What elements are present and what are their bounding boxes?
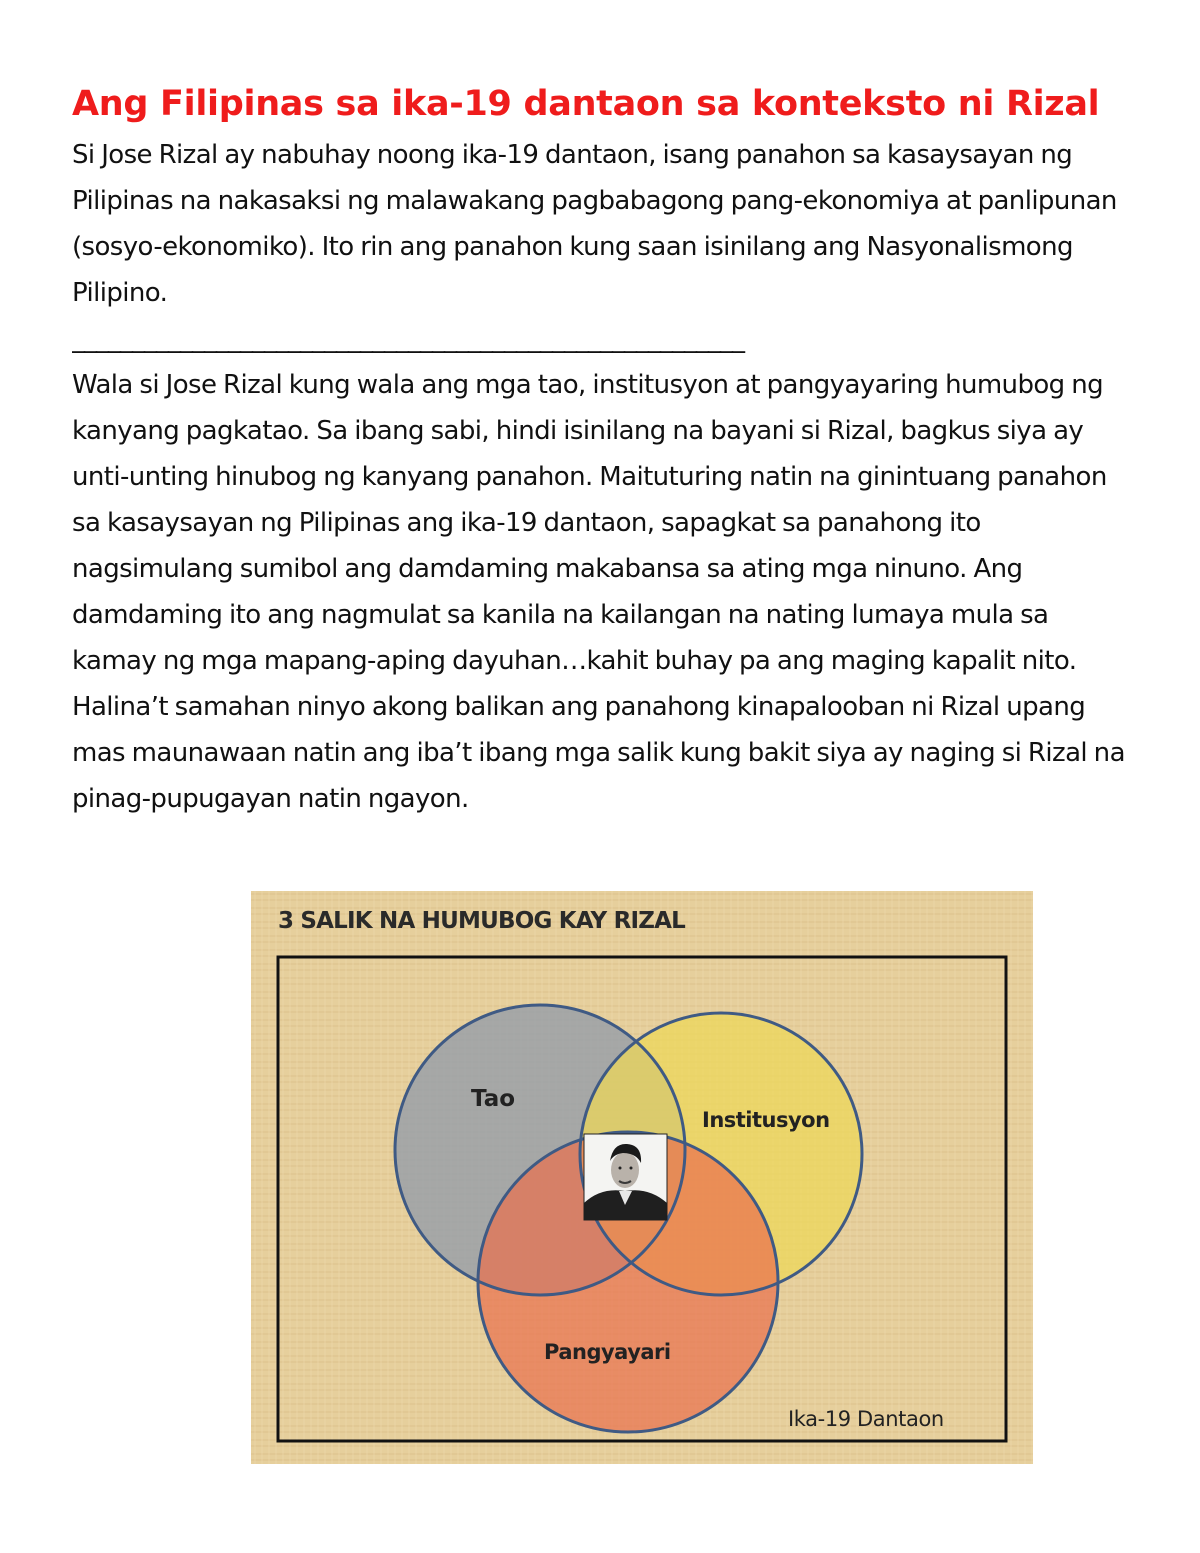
- body-paragraph: Wala si Jose Rizal kung wala ang mga tao, institusyon at pangyayaring humubog ng kanyang pagkatao. Sa ibang sabi, hindi isinilang na bayani si Rizal, bagkus siya ay unti-unting hinubog ng kanyang panahon. Maituturing natin na ginintuang panahon sa kasaysayan ng Pilipinas ang ika-19 dantaon, sapagkat sa panahong ito nagsimulang sumibol ang damdaming makabansa sa ating mga ninuno. Ang damdaming ito ang nagmulat sa kanila na kailangan na nating lumaya mula sa kamay ng mga mapang-aping dayuhan…kahit buhay pa ang maging kapalit nito. Halina’t samahan ninyo akong balikan ang panahong kinapalooban ni Rizal upang mas maunawaan natin ang iba’t ibang mga salik kung bakit siya ay naging si Rizal na pinag-pupugayan natin ngayon.: [72, 370, 1125, 814]
- rizal-portrait: [584, 1134, 667, 1220]
- intro-paragraph: Si Jose Rizal ay nabuhay noong ika-19 dantaon, isang panahon sa kasaysayan ng Pilipinas na nakasaksi ng malawakang pagbabagong pang-ekonomiya at panlipunan (sosyo-ekonomiko). Ito rin ang panahon kung saan isinilang ang Nasyonalismong Pilipino.: [72, 140, 1117, 308]
- section-divider: ________________________________________________________: [72, 324, 744, 354]
- diagram-heading: 3 SALIK NA HUMUBOG KAY RIZAL: [278, 908, 686, 934]
- venn-diagram-figure: [251, 891, 1033, 1464]
- venn-diagram-svg: [251, 891, 1033, 1464]
- document-title: Ang Filipinas sa ika-19 dantaon sa konteksto ni Rizal: [72, 84, 1100, 124]
- label-institusyon: Institusyon: [702, 1108, 830, 1132]
- era-label: Ika-19 Dantaon: [788, 1407, 944, 1431]
- label-tao: Tao: [471, 1086, 516, 1112]
- document-page: [72, 76, 1132, 822]
- label-pangyayari: Pangyayari: [544, 1340, 671, 1364]
